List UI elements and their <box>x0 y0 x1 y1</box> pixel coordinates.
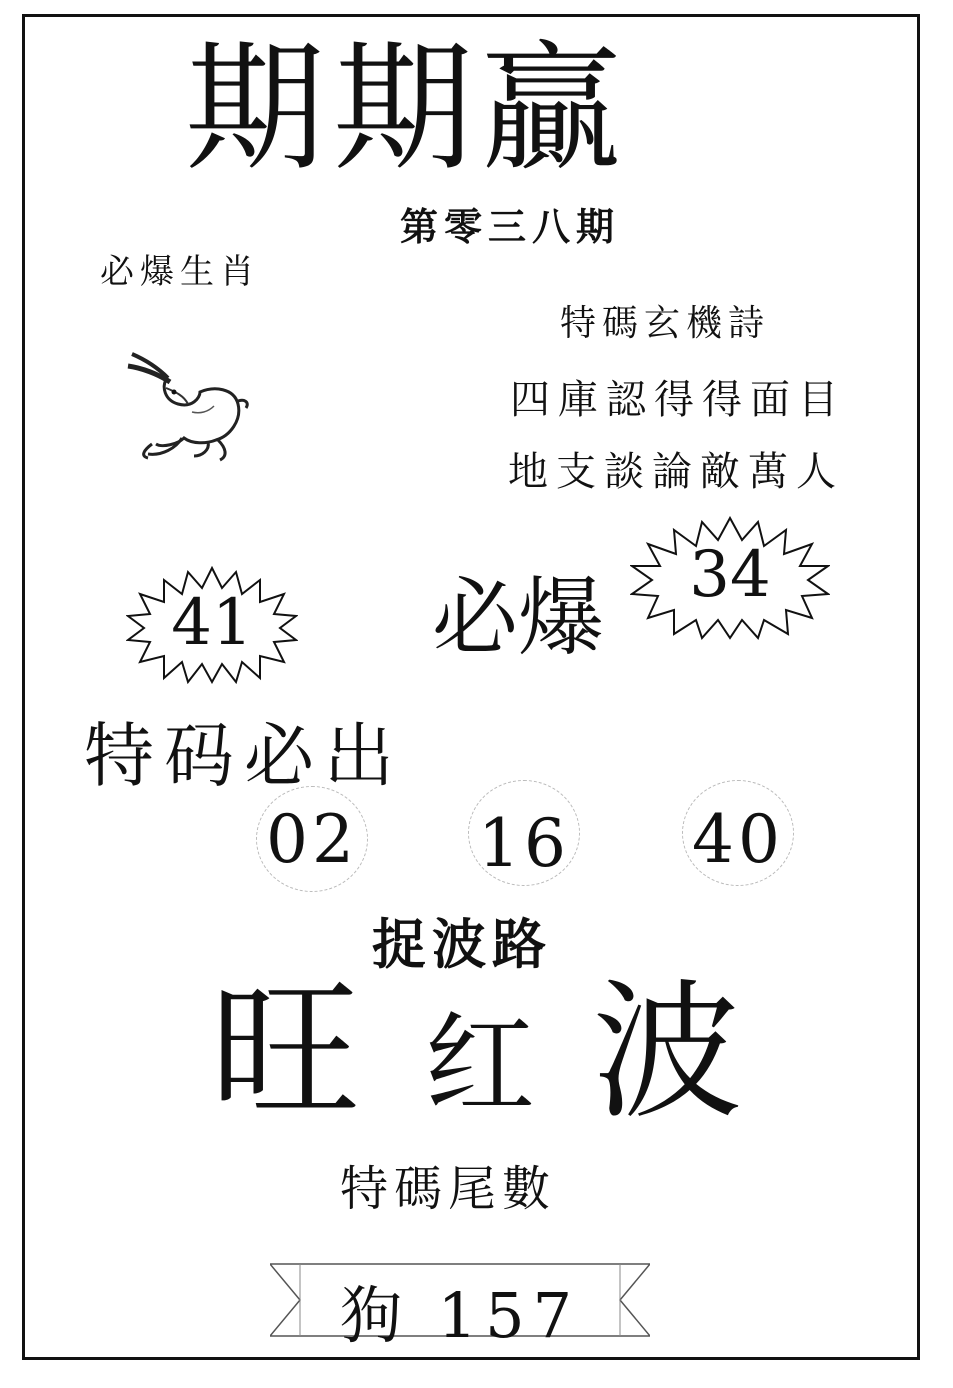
poem-line: 四庫認得得面目 <box>510 377 846 423</box>
bichu-label: 特码必出 <box>84 715 404 797</box>
wave-char: 红 <box>425 1001 535 1129</box>
number-ball <box>256 786 368 892</box>
number-ball <box>468 780 580 886</box>
poem-line: 地支談論敵萬人 <box>508 449 844 495</box>
wave-char: 波 <box>592 966 743 1140</box>
rabbit-icon <box>122 352 254 464</box>
bibao-label: 必爆 <box>432 568 604 668</box>
burst-badge <box>630 516 830 640</box>
ball-number: 40 <box>692 801 784 878</box>
tail-value: 狗 157 <box>339 1279 581 1352</box>
issue-number: 第零三八期 <box>400 204 621 249</box>
wave-char: 旺 <box>210 966 361 1140</box>
number-ball <box>682 780 794 886</box>
ball-number: 02 <box>266 801 358 878</box>
burst-badge <box>126 566 298 684</box>
tail-banner <box>270 1256 650 1352</box>
bibao-number: 34 <box>689 538 771 612</box>
wave-label: 捉波路 <box>372 913 552 976</box>
ball-number: 16 <box>478 805 570 882</box>
page-title: 期期贏 <box>185 28 630 191</box>
tail-label: 特碼尾數 <box>340 1161 557 1217</box>
poem-title: 特碼玄機詩 <box>560 303 771 344</box>
zodiac-label: 必爆生肖 <box>100 252 260 292</box>
burst-number: 41 <box>171 586 253 660</box>
